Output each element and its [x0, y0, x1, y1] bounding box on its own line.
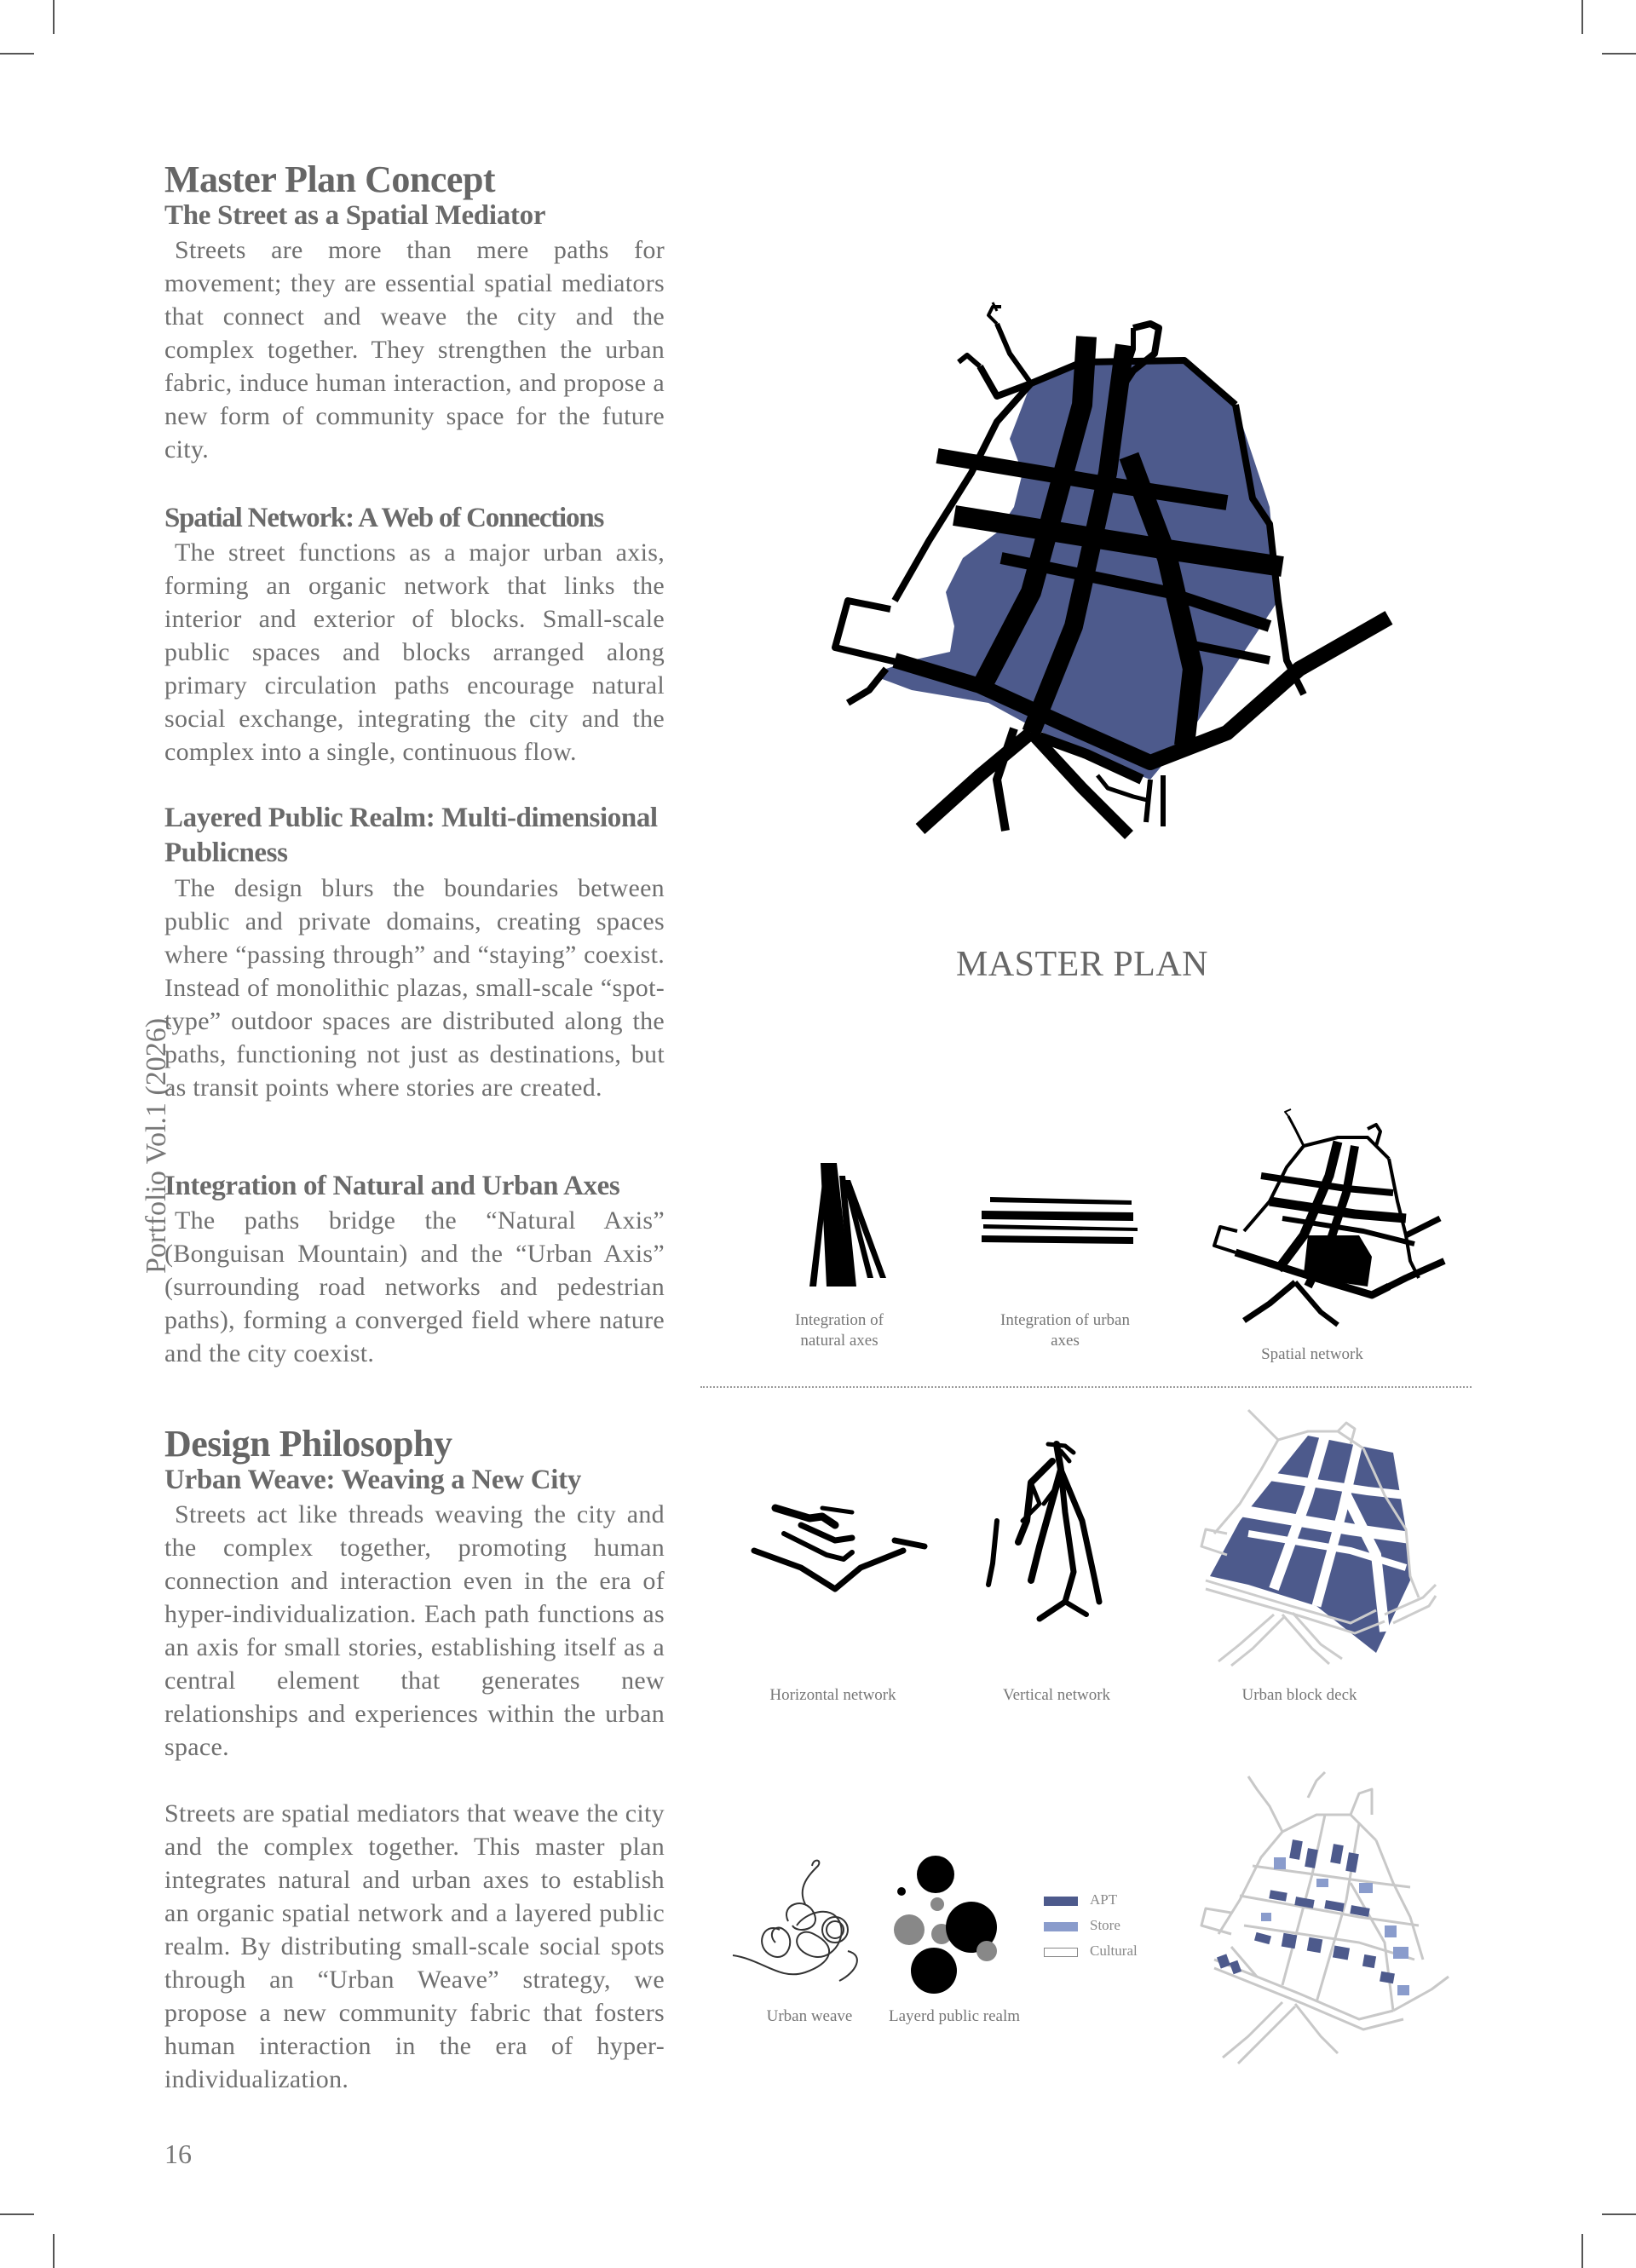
master-plan-drawing	[827, 302, 1406, 848]
section-master-plan-concept	[164, 160, 665, 466]
section-heading: Layered Public Realm: Multi-dimensional Publicness	[164, 803, 658, 869]
urban-axes-diagram	[980, 1197, 1142, 1248]
layered-public-realm-diagram	[886, 1849, 1005, 2002]
crop-mark	[0, 2213, 34, 2215]
legend-swatch-cultural	[1044, 1948, 1078, 1957]
master-plan-label: MASTER PLAN	[955, 945, 1209, 984]
section-design-philosophy	[164, 1425, 665, 2096]
layered-public-realm-caption: Layerd public realm	[888, 2007, 1021, 2025]
section-heading: Integration of Natural and Urban Axes	[164, 1171, 620, 1201]
section-body: The street functions as a major urban axis, forming an organic network that links the interior and exterior of blocks. Small-scale public spaces and blocks arranged along primary circulation paths encourage natural social exchange, integrating the city and the complex into a single, continuous flow.	[164, 538, 665, 767]
spatial-network-caption: Spatial network	[1261, 1345, 1363, 1363]
vertical-network-diagram	[980, 1436, 1150, 1623]
sidebar-portfolio-label: Portfolio Vol.1 (2026)	[141, 1017, 172, 1274]
section-subtitle: The Street as a Spatial Mediator	[164, 200, 546, 232]
horizontal-network-caption: Horizontal network	[769, 1686, 896, 1704]
section-heading: Spatial Network: A Web of Connections	[164, 503, 604, 533]
section-body: The paths bridge the “Natural Axis” (Bonguisan Mountain) and the “Urban Axis” (surrounding road networks and pedestrian paths), forming a converged field where nature and the city coexist.	[164, 1206, 665, 1368]
page-number: 16	[164, 2138, 192, 2169]
legend-label-store: Store	[1090, 1917, 1120, 1933]
crop-mark	[53, 2234, 55, 2268]
urban-block-deck-caption: Urban block deck	[1241, 1686, 1357, 1704]
section-body: The design blurs the boundaries between public and private domains, creating spaces where “passing through” and “staying” coexist. Instead of monolithic plazas, small-scale “spot-type” outdoor spaces are distributed along the paths, functioning not just as destinations, but as transit points where stories are created.	[164, 873, 665, 1102]
section-layered-public-realm	[164, 801, 665, 1104]
section-title: Master Plan Concept	[164, 158, 496, 200]
urban-weave-diagram	[729, 1853, 873, 1998]
horizontal-network-diagram	[750, 1491, 937, 1602]
natural-axes-diagram	[792, 1159, 895, 1295]
natural-axes-caption: Integration of natural axes	[795, 1311, 884, 1350]
vertical-network-caption: Vertical network	[1002, 1686, 1111, 1704]
urban-weave-caption: Urban weave	[766, 2007, 853, 2025]
spatial-network-diagram	[1210, 1108, 1449, 1329]
land-use-plan-diagram	[1180, 1764, 1453, 2070]
section-subtitle: Urban Weave: Weaving a New City	[164, 1465, 582, 1496]
crop-mark	[1602, 53, 1636, 55]
crop-mark	[0, 53, 34, 55]
crop-mark	[1581, 2234, 1583, 2268]
section-title: Design Philosophy	[164, 1423, 452, 1465]
section-spatial-network	[164, 501, 665, 768]
urban-block-deck-diagram	[1180, 1410, 1436, 1666]
crop-mark	[1581, 0, 1583, 34]
section-divider	[700, 1386, 1472, 1388]
legend-label-cultural: Cultural	[1090, 1943, 1138, 1959]
legend-swatch-store	[1044, 1922, 1078, 1931]
section-body: Streets act like threads weaving the city and the complex together, promoting human connection and interaction even in the era of hyper-individualization. Each path functions as an axis for small stories, establishing itself as a central element that generates new relationships and experiences within the urban space.	[164, 1500, 665, 1761]
legend-label-apt: APT	[1090, 1891, 1118, 1908]
crop-mark	[1602, 2213, 1636, 2215]
section-body: Streets are more than mere paths for movement; they are essential spatial mediators that connect and weave the city and the complex together. They strengthen the urban fabric, induce human interaction, and propose a new form of community space for the future city.	[164, 235, 665, 463]
legend-swatch-apt	[1044, 1897, 1078, 1906]
section-integration	[164, 1169, 665, 1370]
crop-mark	[53, 0, 55, 34]
urban-axes-caption: Integration of urban axes	[1000, 1311, 1130, 1350]
section-body-2: Streets are spatial mediators that weave the city and the complex together. This master plan integrates natural and urban axes to establish an organic spatial network and a layered public realm. By distributing small-scale social spots through an “Urban Weave” strategy, we propose a new community fabric that fosters human interaction in the era of hyper-individualization.	[164, 1799, 665, 2093]
